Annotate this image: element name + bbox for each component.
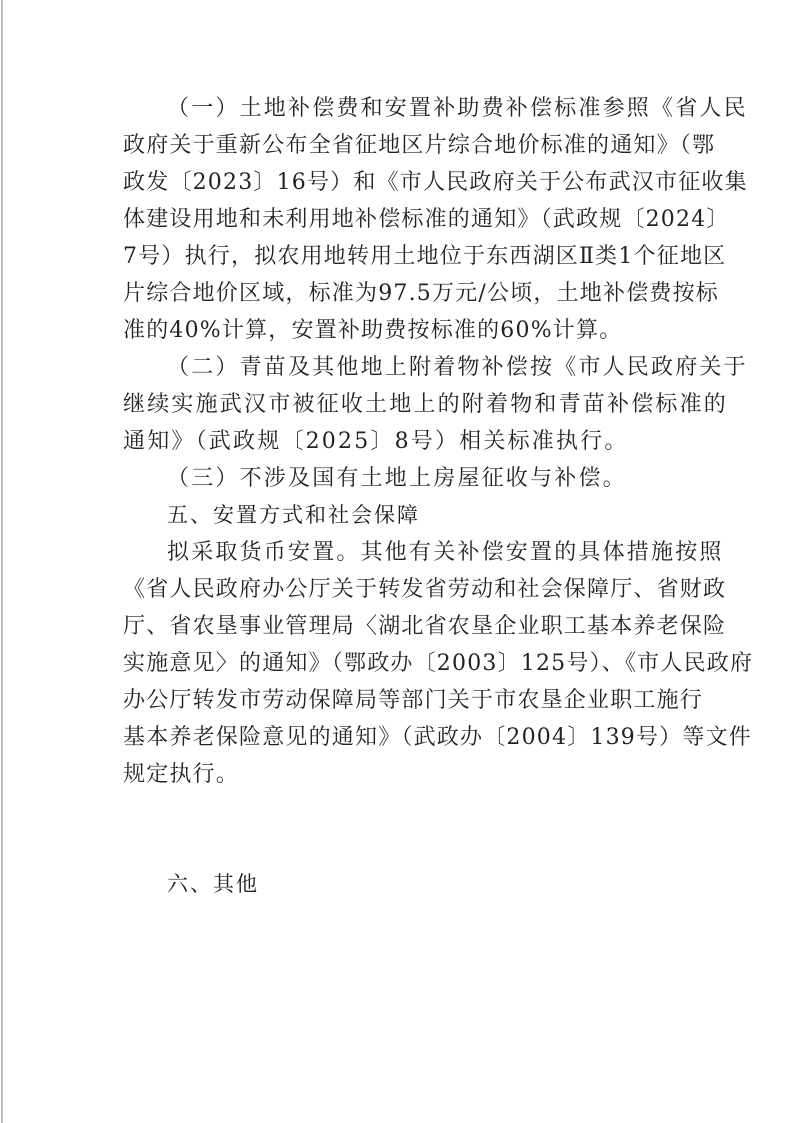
text-line: 准的40%计算，安置补助费按标准的60%计算。: [123, 318, 623, 343]
section-heading-resettlement: 五、安置方式和社会保障: [167, 503, 420, 527]
paragraph-land-compensation: [123, 90, 748, 349]
scan-edge-line: [1, 0, 3, 1123]
document-page: [123, 90, 754, 903]
text-line: 继续实施武汉市被征收土地上的附着物和青苗补偿标准的: [123, 392, 729, 417]
section-heading-other: 六、其他: [167, 872, 259, 896]
text-line: 片综合地价区域，标准为97.5万元/公顷，土地补偿费按标: [123, 281, 719, 306]
paragraph-resettlement: [123, 534, 754, 793]
text-line: 规定执行。: [123, 762, 240, 787]
text-line: 政府关于重新公布全省征地区片综合地价标准的通知》（鄂: [123, 133, 716, 158]
text-line: 政发〔2023〕16号）和《市人民政府关于公布武汉市征收集: [123, 170, 748, 195]
text-line: 厅、省农垦事业管理局〈湖北省农垦企业职工基本养老保险: [123, 614, 727, 639]
text-line: 7号）执行，拟农用地转用土地位于东西湖区Ⅱ类1个征地区: [123, 244, 727, 269]
text-line: 《省人民政府办公厅关于转发省劳动和社会保障厅、省财政: [123, 577, 727, 602]
text-line: （二）青苗及其他地上附着物补偿按《市人民政府关于: [167, 355, 748, 380]
text-line: 体建设用地和未利用地补偿标准的通知》（武政规〔2024〕: [123, 207, 730, 232]
text-line: 办公厅转发市劳动保障局等部门关于市农垦企业职工施行: [123, 688, 704, 713]
text-line: 通知》（武政规〔2025〕8号）相关标准执行。: [123, 429, 629, 454]
paragraph-crops-attachments: [123, 349, 748, 460]
text-line: 实施意见〉的通知》（鄂政办〔2003〕125号）、《市人民政府: [123, 651, 754, 676]
text-line: （三）不涉及国有土地上房屋征收与补偿。: [167, 466, 627, 491]
text-line: 拟采取货币安置。其他有关补偿安置的具体措施按照: [167, 540, 724, 565]
text-line: 基本养老保险意见的通知》（武政办〔2004〕139号）等文件: [123, 725, 752, 750]
paragraph-state-land-housing: [123, 460, 675, 497]
text-line: （一）土地补偿费和安置补助费补偿标准参照《省人民: [167, 96, 748, 121]
spacer: [123, 793, 675, 866]
